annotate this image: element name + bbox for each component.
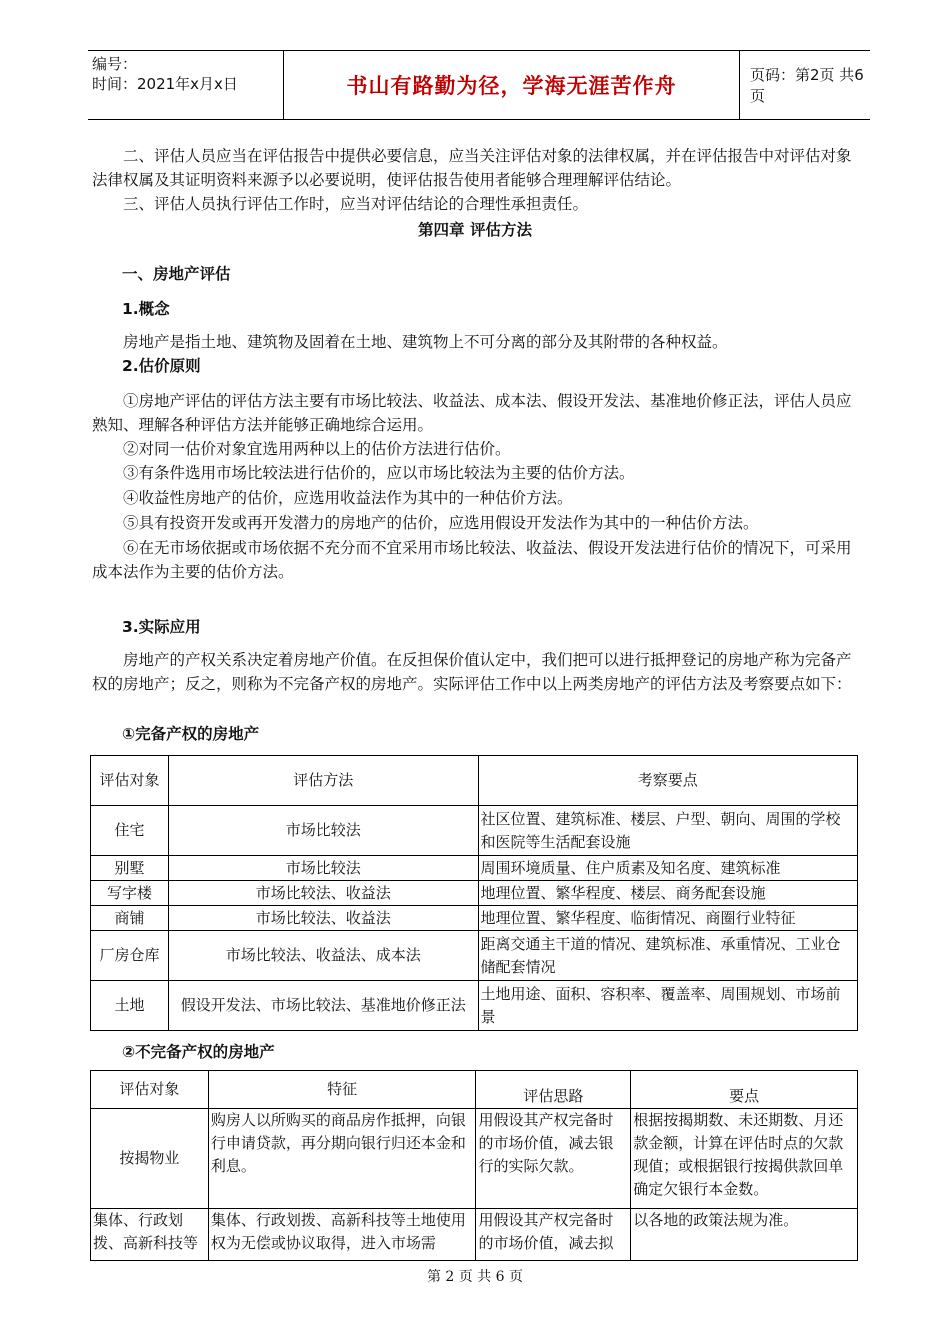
- table-row: [91, 1109, 858, 1209]
- table-cell: 厂房仓库: [91, 931, 169, 981]
- principle-2: ②对同一估价对象宜选用两种以上的估价方法进行估价。: [123, 440, 511, 458]
- table-row: [91, 931, 858, 981]
- table-header-row: [91, 756, 858, 806]
- table-cell: 根据按揭期数、未还期数、月还款金额，计算在评估时点的欠款现值；或根据银行按揭供款回单确定欠银行本金数。: [631, 1109, 858, 1209]
- table-header-cell: 评估思路: [476, 1071, 631, 1109]
- paragraph-concept: 房地产是指土地、建筑物及固着在土地、建筑物上不可分离的部分及其附带的各种权益。: [123, 333, 728, 351]
- table-cell: 周围环境质量、住户质素及知名度、建筑标准: [478, 856, 858, 881]
- table-row: [91, 1209, 858, 1261]
- table-cell: 土地用途、面积、容积率、覆盖率、周围规划、市场前景: [478, 981, 858, 1031]
- paragraph-responsibility: 三、评估人员执行评估工作时，应当对评估结论的合理性承担责任。: [123, 195, 589, 213]
- principle-1: ①房地产评估的评估方法主要有市场比较法、收益法、成本法、假设开发法、基准地价修正法，评估人员应熟知、理解各种评估方法并能够正确地综合运用。: [92, 392, 852, 434]
- subheading-application: 3.实际应用: [122, 618, 201, 636]
- document-number-label: 编号：: [92, 55, 138, 73]
- table-cell: 距离交通主干道的情况、建筑标准、承重情况、工业仓储配套情况: [478, 931, 858, 981]
- table-cell: 市场比较法: [168, 856, 478, 881]
- table-cell: 用假设其产权完备时的市场价值，减去拟: [476, 1209, 631, 1261]
- table-row: [91, 981, 858, 1031]
- page-header: [88, 50, 870, 120]
- table-cell: 按揭物业: [91, 1109, 209, 1209]
- table-row: [91, 856, 858, 881]
- table1-caption: ①完备产权的房地产: [122, 725, 260, 743]
- table-cell: 商铺: [91, 906, 169, 931]
- paragraph-application: 房地产的产权关系决定着房地产价值。在反担保价值认定中，我们把可以进行抵押登记的房地产称为完备产权的房地产；反之，则称为不完备产权的房地产。实际评估工作中以上两类房地产的评估方法及考察要点如下：: [92, 651, 852, 693]
- subheading-principles: 2.估价原则: [122, 357, 201, 375]
- page-number-label: 页码：第2页 共6页: [750, 66, 864, 105]
- table-header-cell: 特征: [208, 1071, 476, 1109]
- table-cell: 社区位置、建筑标准、楼层、户型、朝向、周围的学校和医院等生活配套设施: [478, 806, 858, 856]
- table-header-cell: 要点: [631, 1071, 858, 1109]
- chapter-title: 第四章 评估方法: [418, 221, 532, 239]
- table-cell: 土地: [91, 981, 169, 1031]
- table-header-row: [91, 1071, 858, 1109]
- principle-6: ⑥在无市场依据或市场依据不充分而不宜采用市场比较法、收益法、假设开发法进行估价的情况下，可采用成本法作为主要的估价方法。: [92, 539, 852, 581]
- header-motto-cell: [284, 51, 740, 119]
- table-cell: 地理位置、繁华程度、临街情况、商圈行业特征: [478, 906, 858, 931]
- principle-3: ③有条件选用市场比较法进行估价的，应以市场比较法为主要的估价方法。: [123, 464, 635, 482]
- table-row: [91, 906, 858, 931]
- complete-property-table: [90, 755, 858, 1031]
- table-header-cell: 评估对象: [91, 756, 169, 806]
- paragraph-legal-info: 二、评估人员应当在评估报告中提供必要信息，应当关注评估对象的法律权属，并在评估报告中对评估对象法律权属及其证明资料来源予以必要说明，使评估报告使用者能够合理理解评估结论。: [92, 147, 852, 189]
- page-footer: 第 2 页 共 6 页: [426, 1269, 524, 1285]
- table-cell: 以各地的政策法规为准。: [631, 1209, 858, 1261]
- principle-5: ⑤具有投资开发或再开发潜力的房地产的估价，应选用假设开发法作为其中的一种估价方法。: [123, 514, 759, 532]
- table-cell: 市场比较法、收益法: [168, 906, 478, 931]
- header-page-cell: [740, 51, 870, 119]
- table-cell: 假设开发法、市场比较法、基准地价修正法: [168, 981, 478, 1031]
- table-cell: 别墅: [91, 856, 169, 881]
- table-cell: 市场比较法、收益法: [168, 881, 478, 906]
- table-cell: 集体、行政划拨、高新科技等: [91, 1209, 209, 1261]
- incomplete-property-table: [90, 1070, 858, 1261]
- section-heading-real-estate: 一、房地产评估: [122, 265, 231, 283]
- table2-caption: ②不完备产权的房地产: [122, 1043, 275, 1061]
- table-header-cell: 评估方法: [168, 756, 478, 806]
- table-cell: 用假设其产权完备时的市场价值，减去银行的实际欠款。: [476, 1109, 631, 1209]
- document-time-label: 时间：2021年x月x日: [92, 75, 238, 93]
- table-cell: 市场比较法: [168, 806, 478, 856]
- principle-4: ④收益性房地产的估价，应选用收益法作为其中的一种估价方法。: [123, 489, 573, 507]
- table-header-cell: 评估对象: [91, 1071, 209, 1109]
- table-cell: 写字楼: [91, 881, 169, 906]
- subheading-concept: 1.概念: [122, 300, 170, 318]
- table-row: [91, 881, 858, 906]
- header-left-cell: [88, 51, 284, 119]
- motto-text: 书山有路勤为径，学海无涯苦作舟: [346, 73, 677, 98]
- table-cell: 购房人以所购买的商品房作抵押，向银行申请贷款，再分期向银行归还本金和利息。: [208, 1109, 476, 1209]
- table-header-cell: 考察要点: [478, 756, 858, 806]
- table-cell: 市场比较法、收益法、成本法: [168, 931, 478, 981]
- table-cell: 地理位置、繁华程度、楼层、商务配套设施: [478, 881, 858, 906]
- table-row: [91, 806, 858, 856]
- table-cell: 住宅: [91, 806, 169, 856]
- table-cell: 集体、行政划拨、高新科技等土地使用权为无偿或协议取得，进入市场需: [208, 1209, 476, 1261]
